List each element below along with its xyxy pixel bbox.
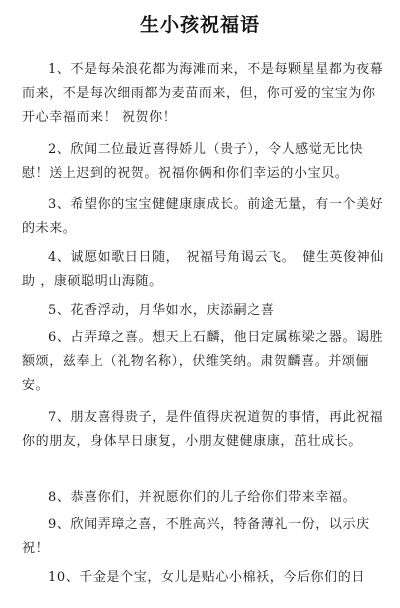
blessing-paragraph-7: 7、朋友喜得贵子，是件值得庆祝道贺的事情，再此祝福你的朋友，身体早日康复，小朋友健健康康，茁壮成长。: [22, 410, 384, 449]
blessing-paragraph-3: 3、希望你的宝宝健健康康成长。前途无量，有一个美好的未来。: [22, 197, 384, 236]
blessing-paragraph-2: 2、欣闻二位最近喜得娇儿（贵子），令人感觉无比快慰！送上迟到的祝贺。祝福你俩和你们幸运的小宝贝。: [22, 142, 364, 181]
blessing-paragraph-8: 8、恭喜你们，并祝愿你们的儿子给你们带来幸福。: [48, 490, 357, 505]
blessing-paragraph-1: 1、不是每朵浪花都为海滩而来，不是每颗星星都为夜幕而来，不是每次细雨都为麦苗而来，但，你可爱的宝宝为你开心幸福而来！ 祝贺你！: [22, 62, 384, 125]
blessing-paragraph-6: 6、占弄璋之喜。想天上石麟，他日定属栋梁之器。谒胜额颂，兹奉上（礼物名称），伏维笑纳。肃贺麟喜。并颂俪安。: [22, 330, 384, 393]
blessing-paragraph-4: 4、诚愿如歌日日随， 祝福号角谒云飞。 健生英俊神仙助 ，康硕聪明山海随。: [22, 250, 384, 289]
document-title: 生小孩祝福语: [139, 14, 260, 36]
blessing-paragraph-9: 9、欣闻弄璋之喜，不胜高兴，特备薄礼一份，以示庆祝！: [22, 517, 370, 556]
blessing-paragraph-10: 10、千金是个宝，女儿是贴心小棉袄，今后你们的日: [48, 570, 365, 585]
blessing-paragraph-5: 5、花香浮动，月华如水，庆添嗣之喜: [48, 303, 275, 318]
